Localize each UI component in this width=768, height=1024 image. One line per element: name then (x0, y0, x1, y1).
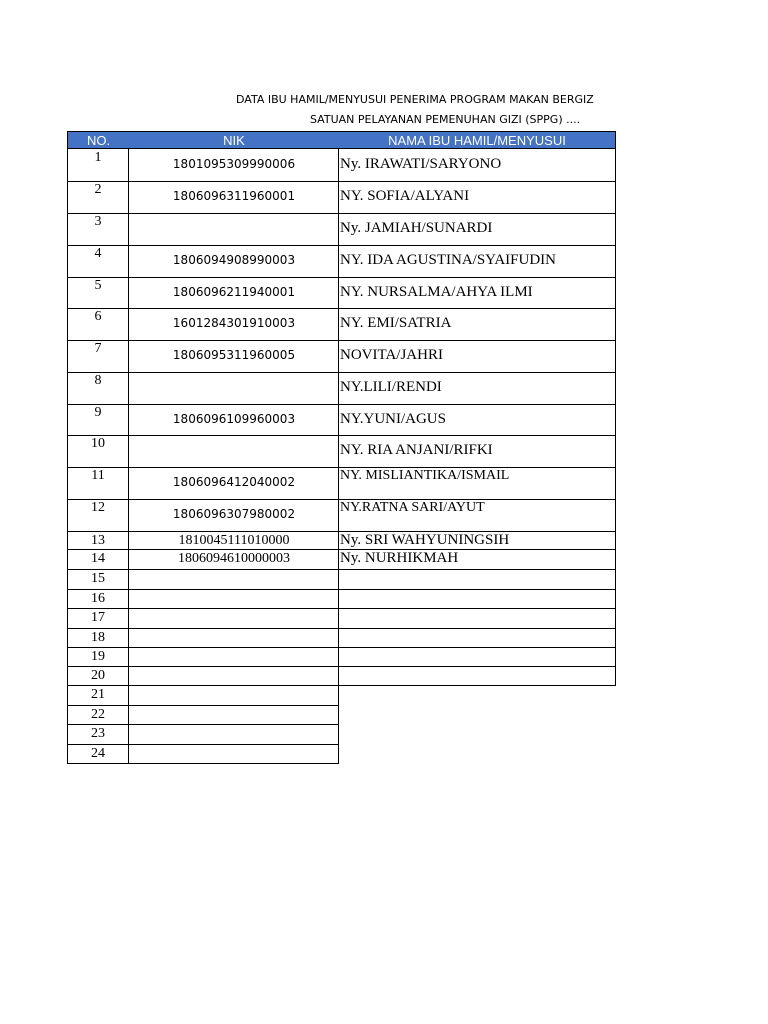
row-nik: 1806096412040002 (172, 475, 296, 489)
row-nik: 1806094908990003 (172, 253, 296, 267)
row-number: 14 (91, 551, 105, 566)
grid-line (67, 608, 616, 609)
row-nik: 1806094610000003 (178, 551, 290, 566)
row-number: 10 (91, 436, 105, 451)
row-name: Ny. IRAWATI/SARYONO (340, 156, 502, 172)
row-number: 5 (94, 278, 102, 293)
row-number: 19 (91, 649, 105, 664)
row-name: NOVITA/JAHRI (340, 347, 443, 363)
grid-line (67, 181, 616, 182)
row-number: 16 (91, 591, 105, 606)
grid-line (67, 277, 616, 278)
grid-line (67, 589, 616, 590)
row-number: 4 (94, 246, 102, 261)
row-name: NY. NURSALMA/AHYA ILMI (340, 284, 533, 300)
grid-line (67, 372, 616, 373)
row-name: Ny. JAMIAH/SUNARDI (340, 220, 493, 236)
row-number: 22 (91, 707, 105, 722)
grid-line (615, 149, 616, 686)
document-subtitle: SATUAN PELAYANAN PEMENUHAN GIZI (SPPG) .... (310, 113, 581, 126)
row-number: 8 (94, 373, 102, 388)
row-name: NY. IDA AGUSTINA/SYAIFUDIN (340, 252, 556, 268)
row-number: 2 (94, 182, 102, 197)
row-nik: 1801095309990006 (172, 157, 296, 171)
row-name: NY.RATNA SARI/AYUT (340, 500, 485, 515)
row-name: NY.LILI/RENDI (340, 379, 442, 395)
row-name: Ny. NURHIKMAH (340, 550, 459, 566)
grid-line (67, 340, 616, 341)
row-number: 21 (91, 687, 105, 702)
row-nik: 1806095311960005 (172, 348, 296, 362)
row-number: 18 (91, 630, 105, 645)
row-number: 20 (91, 668, 105, 683)
row-number: 3 (94, 214, 102, 229)
row-nik: 1806096109960003 (172, 412, 296, 426)
grid-line (67, 763, 339, 764)
row-name: NY. SOFIA/ALYANI (340, 188, 470, 204)
row-number: 9 (94, 405, 102, 420)
row-name: NY. RIA ANJANI/RIFKI (340, 442, 493, 458)
grid-line (67, 213, 616, 214)
grid-line (67, 404, 616, 405)
row-number: 7 (94, 341, 102, 356)
row-nik: 1806096311960001 (172, 189, 296, 203)
grid-line (67, 628, 616, 629)
row-nik: 1601284301910003 (172, 316, 296, 330)
document-title: DATA IBU HAMIL/MENYUSUI PENERIMA PROGRAM MAKAN BERGIZ (236, 93, 594, 106)
row-name: Ny. SRI WAHYUNINGSIH (340, 532, 510, 548)
row-number: 11 (91, 468, 105, 483)
row-number: 24 (91, 746, 105, 761)
row-nik: 1806096307980002 (172, 507, 296, 521)
row-number: 13 (91, 533, 105, 548)
row-number: 17 (91, 610, 105, 625)
grid-line (67, 308, 616, 309)
grid-line (67, 245, 616, 246)
grid-line (67, 685, 616, 686)
row-name: NY.YUNI/AGUS (340, 411, 446, 427)
grid-line (67, 647, 616, 648)
column-header-nik: NIK (129, 131, 339, 149)
row-number: 15 (91, 571, 105, 586)
row-nik: 1810045111010000 (178, 533, 290, 548)
grid-line (338, 149, 339, 764)
row-name: NY. EMI/SATRIA (340, 315, 452, 331)
row-number: 1 (94, 150, 102, 165)
row-name: NY. MISLIANTIKA/ISMAIL (340, 468, 510, 483)
row-number: 6 (94, 309, 102, 324)
grid-line (67, 435, 616, 436)
grid-line (67, 744, 339, 745)
row-number: 12 (91, 500, 105, 515)
column-header-name: NAMA IBU HAMIL/MENYUSUI (339, 131, 616, 149)
grid-line (67, 724, 339, 725)
row-nik: 1806096211940001 (172, 285, 296, 299)
grid-line (67, 705, 339, 706)
grid-line (67, 569, 616, 570)
row-number: 23 (91, 726, 105, 741)
column-header-no: NO. (67, 131, 129, 149)
grid-line (67, 666, 616, 667)
